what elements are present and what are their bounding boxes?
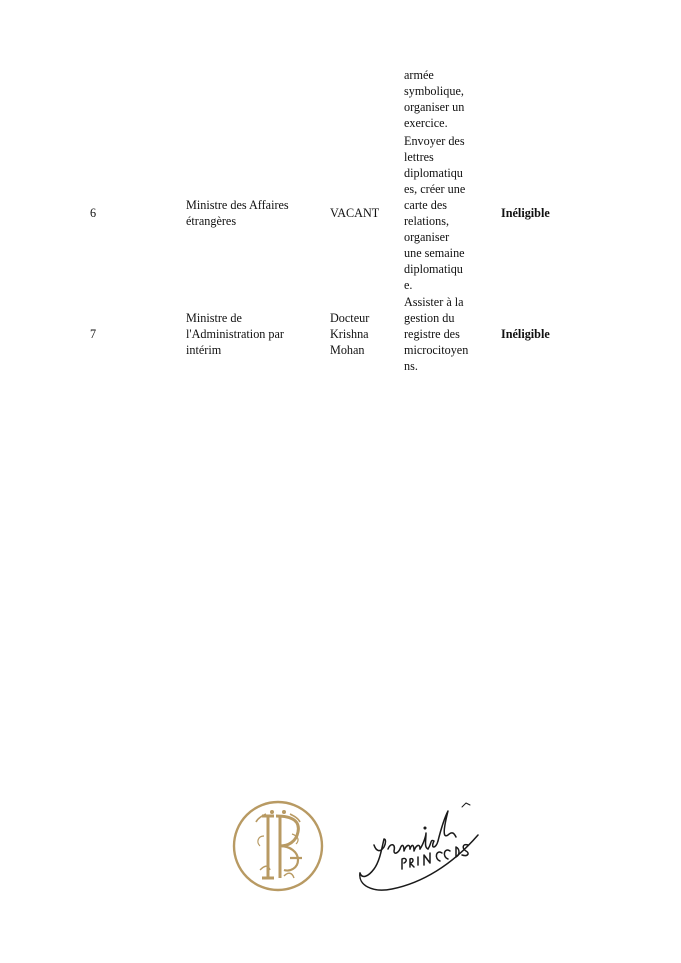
row-description: Envoyer des lettres diplomatiqu es, créer une carte des relations, organiser une semaine diplomatiqu e.: [404, 134, 466, 292]
row-number: 7: [90, 327, 97, 341]
row-holder: Docteur Krishna Mohan: [330, 311, 370, 357]
row-status: Inéligible: [501, 327, 550, 341]
monogram-seal-icon: [232, 800, 324, 892]
signature-icon: [352, 795, 490, 899]
row-status: Inéligible: [501, 206, 550, 220]
row-description: Assister à la gestion du registre des microcitoyen ns.: [404, 295, 469, 373]
row-title: Ministre des Affaires étrangères: [186, 198, 289, 228]
row-title: Ministre de l'Administration par intérim: [186, 311, 284, 357]
row-number: 6: [90, 206, 97, 220]
row-holder: VACANT: [330, 206, 380, 220]
row-description-continued: armée symbolique, organiser un exercice.: [404, 68, 465, 130]
